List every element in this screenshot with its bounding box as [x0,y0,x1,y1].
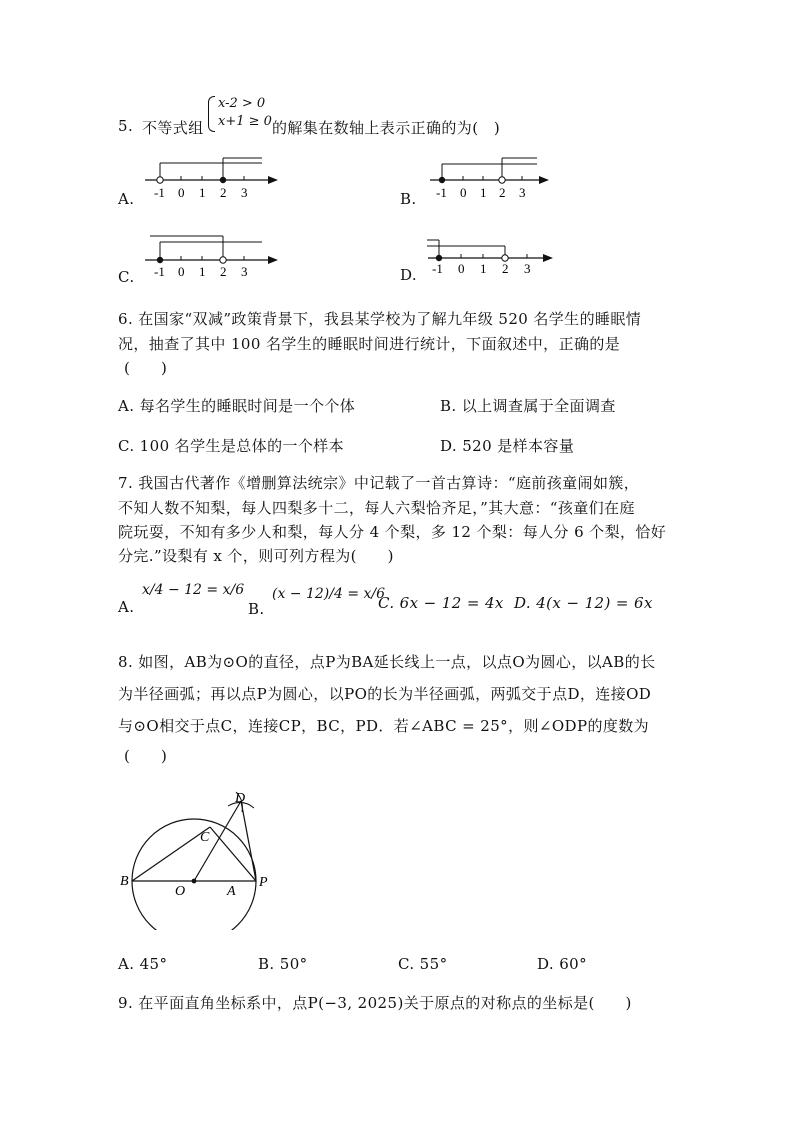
q6-option-a: A. 每名学生的睡眠时间是一个个体 [118,397,356,415]
q5-option-c-letter: C. [118,268,135,286]
q5-number-line-d [423,228,573,278]
svg-text:0: 0 [460,185,467,200]
q5-option-b-letter: B. [400,190,417,208]
q8-answer-paren: ( ) [124,747,168,765]
q5-inequality-2: x+1 ≥ 0 [218,114,272,129]
svg-text:3: 3 [519,185,526,200]
svg-text:-1: -1 [154,185,165,200]
svg-text:-1: -1 [436,185,447,200]
svg-text:1: 1 [480,261,487,276]
q6-option-c: C. 100 名学生是总体的一个样本 [118,437,345,455]
q7-stem-line-4: 分完.”设梨有 x 个，则可列方程为( ) [118,547,394,565]
q7-option-a-equation: x/4 − 12 = x/6 [142,582,245,598]
svg-text:-1: -1 [154,264,165,278]
label-d: D [235,791,246,806]
q5-brace [208,96,215,132]
q7-option-c: C. 6x − 12 = 4x [378,594,504,612]
svg-text:3: 3 [524,261,531,276]
svg-text:2: 2 [502,261,509,276]
q6-option-b: B. 以上调查属于全面调查 [440,397,616,415]
label-b: B [120,874,129,889]
q8-stem-line-2: 为半径画弧；再以点P为圆心，以PO的长为半径画弧，两弧交于点D，连接OD [118,685,652,703]
svg-text:0: 0 [178,185,185,200]
q6-stem-line-1: 6. 在国家“双减”政策背景下，我县某学校为了解九年级 520 名学生的睡眠情 [118,310,642,328]
svg-text:0: 0 [178,264,185,278]
svg-text:1: 1 [199,185,206,200]
svg-text:3: 3 [241,264,248,278]
label-a: A [227,884,236,899]
q8-option-c: C. 55° [398,955,448,973]
center-point-o [192,879,197,884]
svg-text:1: 1 [480,185,487,200]
circle-o [132,819,256,930]
segment-dp [241,801,256,881]
q8-option-b: B. 50° [258,955,308,973]
q7-option-b-letter: B. [248,600,265,618]
q8-option-a: A. 45° [118,955,168,973]
q5-prefix: 不等式组 [142,119,204,137]
q8-stem-line-3: 与⊙O相交于点C，连接CP，BC，PD．若∠ABC = 25°，则∠ODP的度数为 [118,717,650,735]
svg-text:2: 2 [499,185,506,200]
q7-stem-line-1: 7. 我国古代著作《增删算法统宗》中记载了一首古算诗：“庭前孩童闹如簇， [118,474,640,492]
q8-stem-line-1: 8. 如图，AB为⊙O的直径，点P为BA延长线上一点，以点O为圆心，以AB的长 [118,653,656,671]
q5-suffix: 的解集在数轴上表示正确的为( ) [272,119,501,137]
q5-inequality-1: x-2 > 0 [218,96,266,111]
svg-text:2: 2 [220,264,227,278]
segment-cp [210,827,256,881]
q7-option-a-letter: A. [118,598,135,616]
q8-option-d: D. 60° [537,955,588,973]
label-p: P [259,875,268,890]
label-c: C [200,830,210,845]
q5-number-line-b [425,150,575,200]
q6-answer-paren: ( ) [124,359,168,377]
q7-option-b-equation: (x − 12)/4 = x/6 [272,586,386,602]
q5-number-line-a [140,150,290,200]
q7-stem-line-2: 不知人数不知梨，每人四梨多十二，每人六梨恰齐足，”其大意：“孩童们在庭 [118,499,635,517]
q9-stem-line-1: 9. 在平面直角坐标系中，点P(−3, 2025)关于原点的对称点的坐标是( ) [118,994,632,1012]
q7-stem-line-3: 院玩耍，不知有多少人和梨，每人分 4 个梨，多 12 个梨：每人分 6 个梨，恰好 [118,523,667,541]
q6-option-d: D. 520 是样本容量 [440,437,575,455]
q5-option-d-letter: D. [400,266,418,284]
q5-option-a-letter: A. [118,190,135,208]
q5-number-line-c [140,228,290,278]
q7-option-d: D. 4(x − 12) = 6x [514,594,653,612]
label-o: O [175,884,186,899]
svg-text:0: 0 [458,261,465,276]
q5-number: 5. [118,117,134,135]
q8-geometry-figure [110,780,310,930]
q6-stem-line-2: 况，抽查了其中 100 名学生的睡眠时间进行统计，下面叙述中，正确的是 [118,335,621,353]
svg-text:1: 1 [199,264,206,278]
svg-text:2: 2 [220,185,227,200]
svg-text:3: 3 [241,185,248,200]
svg-text:-1: -1 [432,261,443,276]
